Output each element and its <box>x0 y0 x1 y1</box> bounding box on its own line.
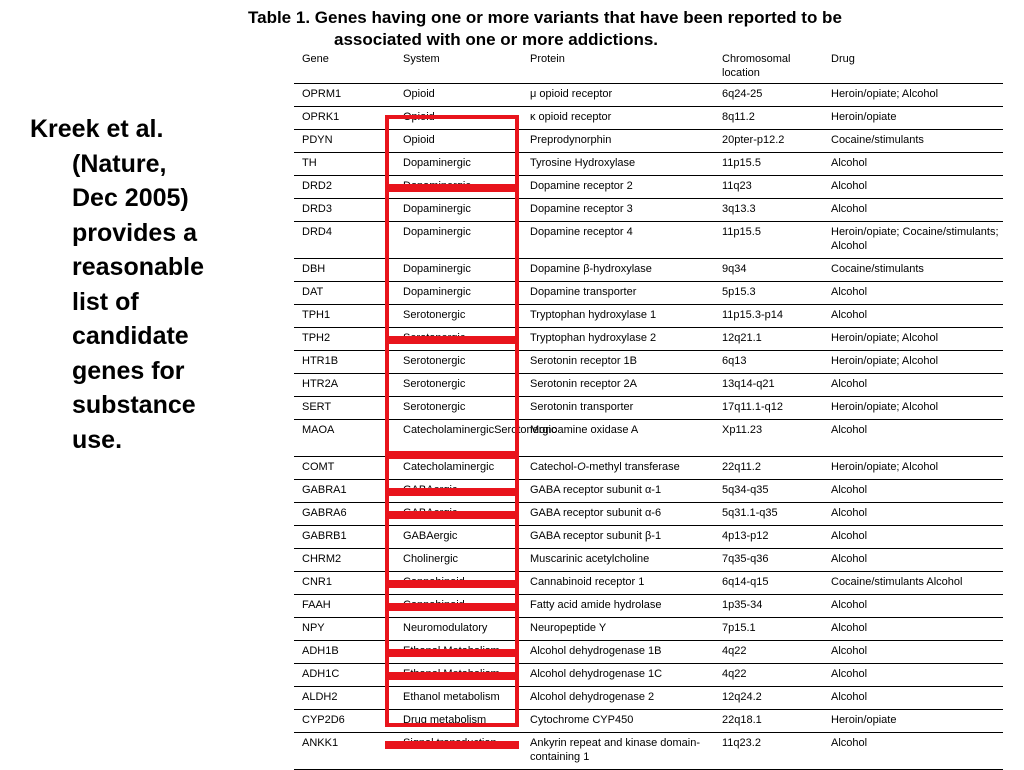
side-note-line: use. <box>72 425 123 454</box>
system-cell: Serotonergic <box>395 397 522 420</box>
system-cell: Cannabinoid <box>395 572 522 595</box>
table-row <box>294 572 1003 595</box>
system-cell: Dopaminergic <box>395 259 522 282</box>
gene-cell: DRD2 <box>294 176 395 199</box>
system-cell: Serotonergic <box>395 328 522 351</box>
chromosomal-location-cell: Xp11.23 <box>714 420 823 457</box>
table-body <box>294 84 1003 770</box>
system-cell: Cholinergic <box>395 549 522 572</box>
drug-cell: Alcohol <box>823 549 1003 572</box>
gene-cell: COMT <box>294 457 395 480</box>
side-note-line: substance <box>72 391 196 419</box>
gene-cell: TH <box>294 153 395 176</box>
chromosomal-location-cell: 6q13 <box>714 351 823 374</box>
drug-cell: Alcohol <box>823 374 1003 397</box>
gene-cell: DBH <box>294 259 395 282</box>
chromosomal-location-cell: 17q11.1-q12 <box>714 397 823 420</box>
table-row <box>294 305 1003 328</box>
drug-cell: Heroin/opiate; Alcohol <box>823 351 1003 374</box>
header-protein: Protein <box>522 49 714 84</box>
drug-cell: Alcohol <box>823 199 1003 222</box>
drug-cell: Heroin/opiate; Alcohol <box>823 84 1003 107</box>
gene-cell: CNR1 <box>294 572 395 595</box>
table-caption <box>248 7 988 51</box>
chromosomal-location-cell: 13q14-q21 <box>714 374 823 397</box>
drug-cell: Alcohol <box>823 687 1003 710</box>
table-row <box>294 595 1003 618</box>
caption-line-2: associated with one or more addictions. <box>334 30 659 49</box>
chromosomal-location-cell: 4q22 <box>714 664 823 687</box>
drug-cell: Alcohol <box>823 733 1003 770</box>
chromosomal-location-cell: 8q11.2 <box>714 107 823 130</box>
drug-cell: Alcohol <box>823 420 1003 457</box>
protein-cell: Tryptophan hydroxylase 2 <box>522 328 714 351</box>
chromosomal-location-cell: 1p35-34 <box>714 595 823 618</box>
protein-cell: Neuropeptide Y <box>522 618 714 641</box>
chromosomal-location-cell: 7p15.1 <box>714 618 823 641</box>
drug-cell: Alcohol <box>823 641 1003 664</box>
system-cell: Opioid <box>395 130 522 153</box>
table-row <box>294 710 1003 733</box>
system-cell: Dopaminergic <box>395 176 522 199</box>
gene-cell: HTR1B <box>294 351 395 374</box>
protein-cell: Cytochrome CYP450 <box>522 710 714 733</box>
side-note-line: genes for <box>72 356 185 385</box>
drug-cell: Alcohol <box>823 526 1003 549</box>
table-row <box>294 84 1003 107</box>
protein-cell: GABA receptor subunit α-1 <box>522 480 714 503</box>
protein-cell: Dopamine transporter <box>522 282 714 305</box>
gene-cell: MAOA <box>294 420 395 457</box>
table-row <box>294 176 1003 199</box>
chromosomal-location-cell: 22q18.1 <box>714 710 823 733</box>
drug-cell: Cocaine/stimulants Alcohol <box>823 572 1003 595</box>
system-cell: Serotonergic <box>395 374 522 397</box>
table-row <box>294 107 1003 130</box>
system-cell: Serotonergic <box>395 305 522 328</box>
chromosomal-location-cell: 11q23.2 <box>714 733 823 770</box>
gene-cell: OPRM1 <box>294 84 395 107</box>
gene-cell: GABRA1 <box>294 480 395 503</box>
header-gene: Gene <box>294 49 395 84</box>
drug-cell: Heroin/opiate; Cocaine/stimulants; Alcohol <box>823 222 1003 259</box>
protein-cell: Dopamine receptor 4 <box>522 222 714 259</box>
drug-cell: Alcohol <box>823 305 1003 328</box>
gene-cell: SERT <box>294 397 395 420</box>
side-note-line: candidate <box>72 322 189 350</box>
protein-cell: GABA receptor subunit β-1 <box>522 526 714 549</box>
table-row <box>294 374 1003 397</box>
table-row <box>294 282 1003 305</box>
system-cell: CatecholaminergicSerotonergic <box>395 420 522 457</box>
chromosomal-location-cell: 11p15.3-p14 <box>714 305 823 328</box>
side-note-line: Kreek et al. <box>30 115 164 143</box>
side-note-line: reasonable <box>72 253 205 281</box>
chromosomal-location-cell: 4p13-p12 <box>714 526 823 549</box>
system-cell: GABAergic <box>395 503 522 526</box>
chromosomal-location-cell: 11p15.5 <box>714 222 823 259</box>
system-cell: Dopaminergic <box>395 282 522 305</box>
header-chromosomal-location: Chromosomal location <box>714 49 823 84</box>
gene-cell: CHRM2 <box>294 549 395 572</box>
protein-cell: GABA receptor subunit α-6 <box>522 503 714 526</box>
table-row <box>294 480 1003 503</box>
gene-cell: GABRA6 <box>294 503 395 526</box>
protein-cell: Alcohol dehydrogenase 1C <box>522 664 714 687</box>
header-system: System <box>395 49 522 84</box>
gene-cell: ALDH2 <box>294 687 395 710</box>
system-cell: Opioid <box>395 107 522 130</box>
table-row <box>294 397 1003 420</box>
table-row <box>294 457 1003 480</box>
table-row <box>294 222 1003 259</box>
table-row <box>294 351 1003 374</box>
drug-cell: Heroin/opiate <box>823 107 1003 130</box>
gene-cell: GABRB1 <box>294 526 395 549</box>
table-row <box>294 130 1003 153</box>
table-row <box>294 153 1003 176</box>
protein-cell: Muscarinic acetylcholine <box>522 549 714 572</box>
protein-cell: Fatty acid amide hydrolase <box>522 595 714 618</box>
chromosomal-location-cell: 22q11.2 <box>714 457 823 480</box>
drug-cell: Alcohol <box>823 664 1003 687</box>
system-cell: Dopaminergic <box>395 153 522 176</box>
gene-cell: NPY <box>294 618 395 641</box>
side-note-line: (Nature, <box>72 149 167 178</box>
protein-cell: Serotonin receptor 2A <box>522 374 714 397</box>
drug-cell: Heroin/opiate; Alcohol <box>823 328 1003 351</box>
system-cell: Dopaminergic <box>395 222 522 259</box>
system-cell: Catecholaminergic <box>395 457 522 480</box>
chromosomal-location-cell: 5p15.3 <box>714 282 823 305</box>
protein-cell: Dopamine β-hydroxylase <box>522 259 714 282</box>
system-cell: Ethanol Metabolism <box>395 641 522 664</box>
system-cell: Serotonergic <box>395 351 522 374</box>
drug-cell: Alcohol <box>823 282 1003 305</box>
genes-table <box>294 49 1003 770</box>
system-cell: Ethanol Metabolism <box>395 664 522 687</box>
drug-cell: Alcohol <box>823 618 1003 641</box>
system-cell: Drug metabolism <box>395 710 522 733</box>
drug-cell: Cocaine/stimulants <box>823 259 1003 282</box>
side-note-line: Dec 2005) <box>72 184 189 212</box>
drug-cell: Heroin/opiate; Alcohol <box>823 457 1003 480</box>
protein-cell: Alcohol dehydrogenase 1B <box>522 641 714 664</box>
table-row <box>294 199 1003 222</box>
header-drug: Drug <box>823 49 1003 84</box>
table-row <box>294 328 1003 351</box>
table-row <box>294 526 1003 549</box>
protein-cell: μ opioid receptor <box>522 84 714 107</box>
system-cell: Opioid <box>395 84 522 107</box>
chromosomal-location-cell: 11q23 <box>714 176 823 199</box>
protein-cell: Cannabinoid receptor 1 <box>522 572 714 595</box>
table-header <box>294 49 1003 84</box>
table-row <box>294 618 1003 641</box>
chromosomal-location-cell: 9q34 <box>714 259 823 282</box>
gene-cell: OPRK1 <box>294 107 395 130</box>
caption-line-1: Table 1. Genes having one or more variants that have been reported to be <box>248 8 842 27</box>
header-row <box>294 49 1003 84</box>
chromosomal-location-cell: 4q22 <box>714 641 823 664</box>
drug-cell: Heroin/opiate <box>823 710 1003 733</box>
gene-cell: ANKK1 <box>294 733 395 770</box>
protein-cell: Catechol-O-methyl transferase <box>522 457 714 480</box>
drug-cell: Alcohol <box>823 153 1003 176</box>
system-cell: GABAergic <box>395 480 522 503</box>
table-row <box>294 641 1003 664</box>
protein-cell: Tyrosine Hydroxylase <box>522 153 714 176</box>
chromosomal-location-cell: 6q24-25 <box>714 84 823 107</box>
side-note-line: provides a <box>72 218 198 247</box>
table-row <box>294 259 1003 282</box>
chromosomal-location-cell: 12q21.1 <box>714 328 823 351</box>
gene-cell: HTR2A <box>294 374 395 397</box>
drug-cell: Alcohol <box>823 595 1003 618</box>
chromosomal-location-cell: 5q31.1-q35 <box>714 503 823 526</box>
protein-cell: Preprodynorphin <box>522 130 714 153</box>
drug-cell: Alcohol <box>823 176 1003 199</box>
system-cell: Signal transduction <box>395 733 522 770</box>
chromosomal-location-cell: 5q34-q35 <box>714 480 823 503</box>
drug-cell: Heroin/opiate; Alcohol <box>823 397 1003 420</box>
system-cell: GABAergic <box>395 526 522 549</box>
protein-cell: Serotonin receptor 1B <box>522 351 714 374</box>
gene-cell: TPH2 <box>294 328 395 351</box>
protein-cell: κ opioid receptor <box>522 107 714 130</box>
side-note-line: list of <box>72 287 139 316</box>
system-cell: Ethanol metabolism <box>395 687 522 710</box>
protein-cell: Monoamine oxidase A <box>522 420 714 457</box>
chromosomal-location-cell: 12q24.2 <box>714 687 823 710</box>
table-row <box>294 664 1003 687</box>
drug-cell: Cocaine/stimulants <box>823 130 1003 153</box>
protein-cell: Dopamine receptor 2 <box>522 176 714 199</box>
protein-cell: Ankyrin repeat and kinase domain-containing 1 <box>522 733 714 770</box>
gene-cell: ADH1B <box>294 641 395 664</box>
chromosomal-location-cell: 6q14-q15 <box>714 572 823 595</box>
gene-cell: DRD4 <box>294 222 395 259</box>
protein-cell: Dopamine receptor 3 <box>522 199 714 222</box>
gene-cell: TPH1 <box>294 305 395 328</box>
gene-cell: DAT <box>294 282 395 305</box>
drug-cell: Alcohol <box>823 480 1003 503</box>
gene-cell: FAAH <box>294 595 395 618</box>
system-cell: Dopaminergic <box>395 199 522 222</box>
protein-cell: Alcohol dehydrogenase 2 <box>522 687 714 710</box>
chromosomal-location-cell: 20pter-p12.2 <box>714 130 823 153</box>
table-row <box>294 420 1003 457</box>
gene-cell: CYP2D6 <box>294 710 395 733</box>
chromosomal-location-cell: 3q13.3 <box>714 199 823 222</box>
protein-cell: Tryptophan hydroxylase 1 <box>522 305 714 328</box>
gene-cell: PDYN <box>294 130 395 153</box>
table-row <box>294 733 1003 770</box>
chromosomal-location-cell: 11p15.5 <box>714 153 823 176</box>
system-cell: Neuromodulatory <box>395 618 522 641</box>
table-row <box>294 549 1003 572</box>
system-cell: Cannabinoid <box>395 595 522 618</box>
gene-cell: ADH1C <box>294 664 395 687</box>
table-row <box>294 503 1003 526</box>
gene-cell: DRD3 <box>294 199 395 222</box>
side-note <box>30 112 245 457</box>
table-row <box>294 687 1003 710</box>
chromosomal-location-cell: 7q35-q36 <box>714 549 823 572</box>
drug-cell: Alcohol <box>823 503 1003 526</box>
protein-cell: Serotonin transporter <box>522 397 714 420</box>
